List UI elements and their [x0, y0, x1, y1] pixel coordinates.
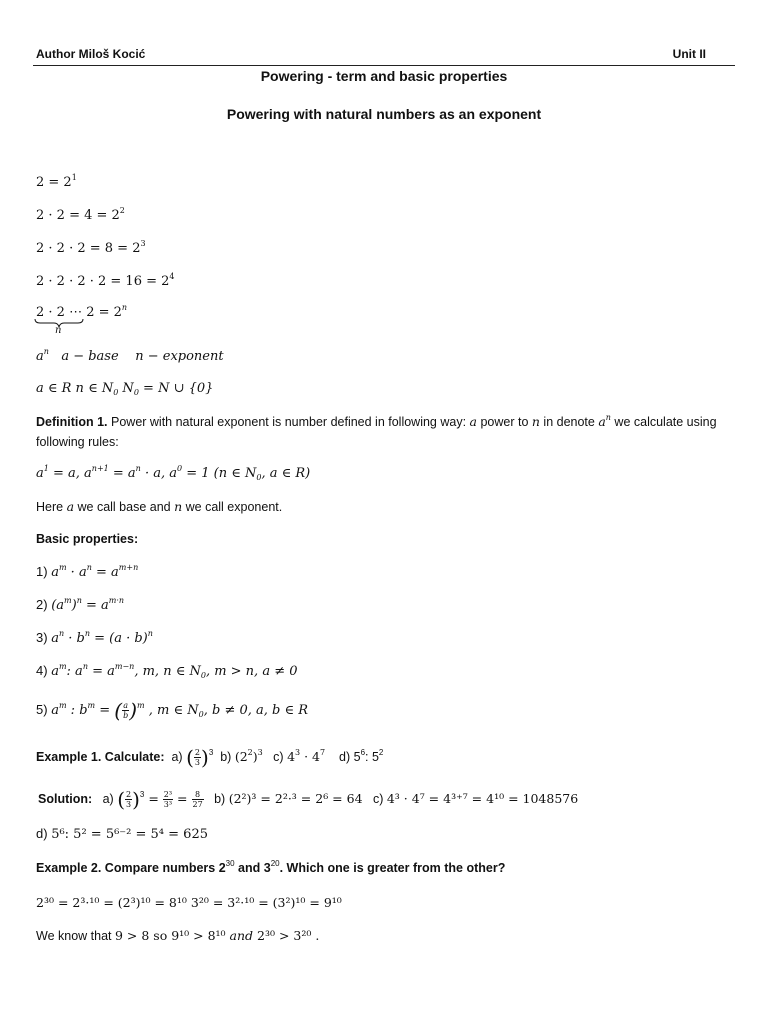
power-line-5-rhs: = 2: [94, 305, 122, 320]
notation-exponent: n − exponent: [135, 349, 224, 364]
property-5-num: 5): [36, 702, 48, 717]
power-line-2-lhs: 2 · 2 = 4 = 2: [36, 208, 120, 223]
sets-sub: 0: [113, 388, 119, 397]
example-1-c-exp1: 3: [295, 747, 301, 757]
example-1-c-dot: · 4: [300, 748, 320, 764]
here-a: a: [66, 499, 75, 514]
n0-rhs: = N ∪ {0}: [138, 381, 214, 396]
notation-n: n: [43, 347, 49, 356]
example-1-c-base: 4: [287, 748, 296, 764]
solution-frac-den: 3: [126, 800, 132, 809]
solution-c-text: 4³ · 4⁷ = 4³⁺⁷ = 4¹⁰ = 1048576: [386, 790, 579, 806]
rule-1-rhs: = a, a: [48, 466, 92, 481]
example-2-calc: 2³⁰ = 2³·¹⁰ = (2³)¹⁰ = 8¹⁰ 3²⁰ = 3²·¹⁰ = (3²)¹⁰ = 9¹⁰: [36, 895, 342, 910]
here-t2: we call base and: [74, 500, 175, 514]
example-2-line: [36, 861, 505, 875]
rule-3-sub: 0: [256, 473, 262, 482]
example-1-frac-num: 2: [194, 748, 200, 757]
solution-c: c): [372, 791, 384, 806]
rule-2-exp: n+1: [91, 464, 109, 473]
definition-label: Definition 1.: [36, 415, 108, 429]
notation-a: a: [36, 349, 44, 364]
n0-def: N: [118, 381, 134, 396]
sets-text: a ∈ R n ∈ N: [36, 381, 114, 396]
power-line-3-exp: 3: [140, 239, 146, 248]
example-1-d-colon: : 5: [365, 749, 379, 764]
example-1-d-base: 5: [353, 749, 361, 764]
definition-var-n: n: [531, 414, 540, 429]
property-2-body: $(a^m)^n = a^{m\cdot n}$: [51, 596, 125, 613]
example-2-exp-b: 20: [270, 859, 280, 868]
example-1-b: b): [220, 749, 232, 764]
rules-line: [36, 466, 310, 481]
property-2-num: 2): [36, 597, 48, 612]
sub-title: Powering with natural numbers as an exponent: [226, 106, 542, 122]
definition-text-c: in denote: [539, 415, 599, 429]
rule-a: a: [36, 466, 44, 481]
solution-b-text: (2²)³ = 2²·³ = 2⁶ = 64: [228, 790, 363, 806]
underbrace-label: n: [55, 325, 62, 336]
basic-properties-label: Basic properties:: [36, 532, 139, 546]
conclusion-3: 2³⁰ > 3²⁰ .: [257, 928, 320, 943]
example-1-d: d): [339, 749, 351, 764]
notation-line: [36, 349, 224, 364]
example-2-text-b: and 3: [234, 861, 271, 875]
header-rule: [33, 65, 735, 66]
solution-d-line: [36, 826, 208, 842]
example-1-label: Example 1. Calculate:: [36, 749, 165, 764]
example-1-a-exp: 3: [208, 747, 214, 757]
power-line-5-exp: n: [121, 303, 128, 312]
power-line-2-exp: 2: [119, 206, 125, 215]
solution-d-label: d): [36, 826, 48, 841]
solution-frac2-num: 2³: [163, 790, 173, 799]
power-line-1-exp: 1: [71, 173, 77, 182]
property-3-num: 3): [36, 630, 48, 645]
here-t1: Here: [36, 500, 67, 514]
power-line-3-lhs: 2 · 2 · 2 = 8 = 2: [36, 241, 141, 256]
example-1-line: Example 1. Calculate: a) ( $\frac{2}{3}$ )$^3$ b) $(2^2)^3$ c) $4^3 \cdot 4^7$ d) $5^6$: $5^2$: [36, 745, 384, 770]
solution-d-text: 5⁶: 5² = 5⁶⁻² = 5⁴ = 625: [51, 827, 208, 842]
solution-eq-1: =: [144, 790, 163, 806]
solution-eq-2: =: [173, 790, 192, 806]
author-header: Author Miloš Kocić: [36, 47, 146, 61]
property-5: [36, 698, 309, 723]
example-2-text-a: Compare numbers 2: [101, 861, 226, 875]
rule-2-rhs2: · a, a: [140, 466, 177, 481]
definition-text-d: we calculate using following rules:: [36, 415, 717, 449]
example-1-d-exp1: 6: [360, 747, 366, 757]
property-1-body: $a^m \cdot a^n = a^{m+n}$: [51, 563, 139, 580]
example-1-a: a): [171, 749, 183, 764]
solution-b: b): [214, 791, 226, 806]
conclusion-1: We know that: [36, 929, 115, 943]
rule-3-end: , a ∈ R): [261, 466, 311, 481]
conclusion-2: 9 > 8 so 9¹⁰ > 8¹⁰: [114, 928, 230, 943]
solution-line: Solution: a) ( $\frac{2}{3}$ )$^3$ = $\frac{\text{2³}}{\text{3³}}$ = $\frac{8}{27}$ b) (2²)³ = 2²·³ = 2⁶ = 64 c) 4³ · 4⁷ = 4³⁺⁷ = 4¹⁰ = 1048576: [38, 787, 579, 812]
example-1-d-exp2: 2: [378, 747, 384, 757]
example-1-c-exp2: 7: [320, 747, 326, 757]
unit-header: Unit II: [672, 47, 706, 61]
example-2-label: Example 2.: [36, 861, 102, 875]
solution-a: a): [102, 791, 114, 806]
conclusion-line: [36, 928, 319, 943]
here-line: [36, 499, 282, 514]
here-t3: we call exponent.: [182, 500, 283, 514]
property-2: [36, 597, 124, 613]
property-4-body: $a^m$: $a^n = a^{m-n}$, m, n ∈ $N_0$, m > n, a ≠ 0: [51, 662, 298, 680]
example-1-b-exp-out: 3: [257, 747, 263, 757]
definition-text-a: Power with natural exponent is number defined in following way:: [107, 415, 470, 429]
example-2-text-c: . Which one is greater from the other?: [279, 861, 506, 875]
main-title: Powering - term and basic properties: [260, 68, 508, 84]
property-4: [36, 663, 298, 679]
definition-text-b: power to: [477, 415, 532, 429]
n0-def-sub: 0: [133, 388, 139, 397]
example-1-c: c): [273, 749, 284, 764]
rule-2-rhs: = a: [108, 466, 136, 481]
sets-line: [36, 381, 213, 396]
definition-a-pow: a: [598, 414, 606, 429]
property-1: [36, 564, 138, 580]
property-4-num: 4): [36, 663, 48, 678]
rule-2-exp2: n: [135, 464, 141, 473]
property-3-body: $a^n \cdot b^n = (a \cdot b)^n$: [51, 629, 153, 646]
power-line-3: [36, 241, 146, 256]
power-line-4: [36, 274, 175, 289]
example-1-b-close: ): [252, 748, 258, 764]
rule-1-exp: 1: [43, 464, 49, 473]
solution-label: Solution:: [38, 791, 93, 806]
example-1-frac-den: 3: [194, 758, 200, 767]
solution-frac3-num: 8: [192, 790, 204, 800]
definition-a-pow-exp: n: [605, 413, 611, 422]
solution-a-exp: 3: [139, 789, 145, 799]
rule-3-rhs: = 1 (n ∈ N: [182, 466, 257, 481]
solution-frac-num: 2: [126, 790, 132, 799]
example-2-exp-a: 30: [225, 859, 235, 868]
solution-frac2-den: 3³: [163, 800, 173, 809]
rule-3-exp: 0: [177, 464, 183, 473]
definition-var-a: a: [469, 414, 477, 429]
here-n: n: [174, 499, 183, 514]
power-line-1-lhs: 2 = 2: [36, 175, 72, 190]
example-1-b-expr: (2: [234, 748, 248, 764]
power-line-4-lhs: 2 · 2 · 2 · 2 = 16 = 2: [36, 274, 170, 289]
power-line-4-exp: 4: [169, 272, 175, 281]
power-line-2: [36, 208, 125, 223]
property-3: [36, 630, 153, 646]
conclusion-and: and: [229, 928, 258, 943]
power-line-1: [36, 175, 77, 190]
notation-base: a − base: [61, 349, 119, 364]
power-line-5-under: 2 · 2 ⋯ 2: [36, 305, 95, 320]
property-5-body: $a^m$ : $b^m$ = ( $\frac{a}{b}$ )$^m$ , m ∈ $N_0$, b ≠ 0, a, b ∈ R: [51, 698, 309, 723]
solution-frac3-den: 27: [192, 800, 203, 809]
property-1-num: 1): [36, 564, 48, 579]
example-1-b-exp-in: 2: [247, 747, 253, 757]
definition-paragraph: [36, 412, 736, 452]
